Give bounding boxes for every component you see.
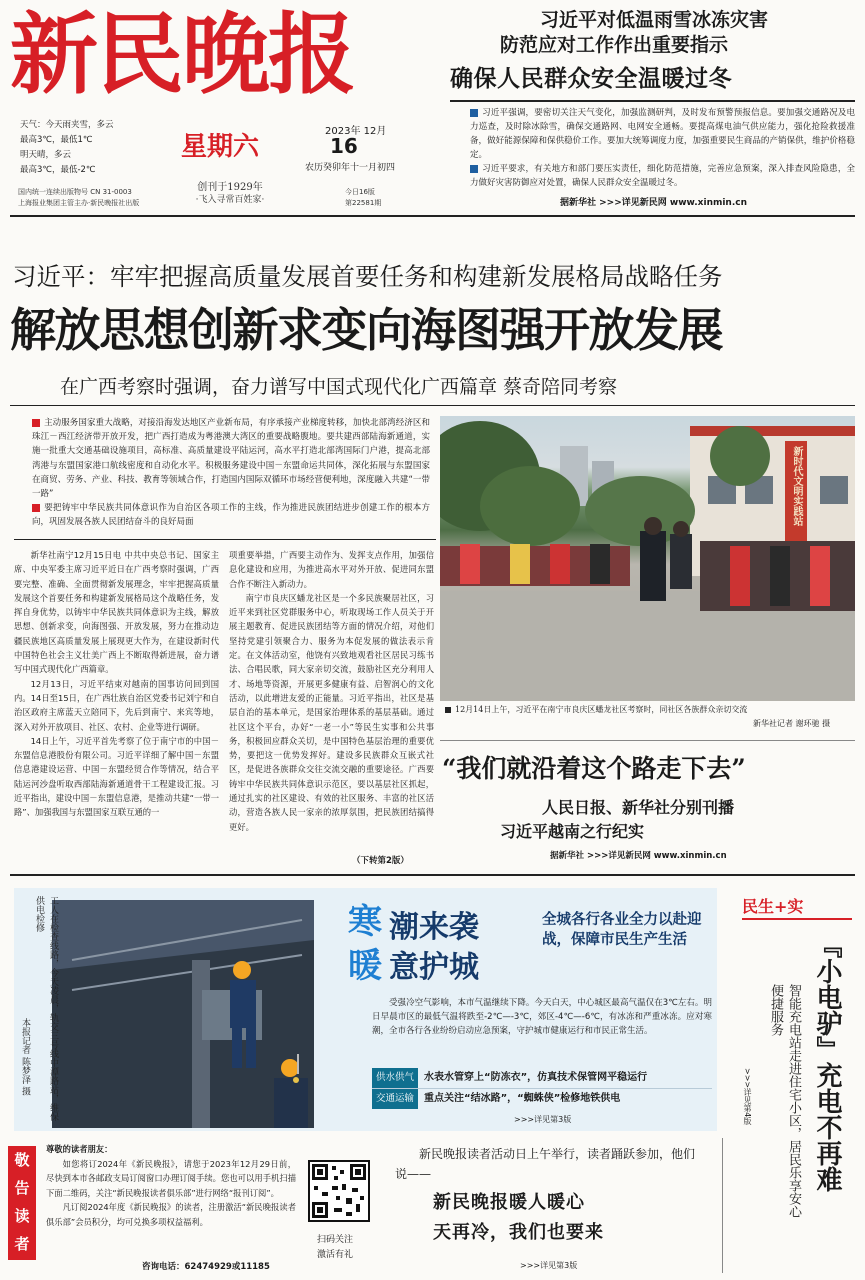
lead-summary	[32, 416, 430, 530]
cold-head2: 意护城	[389, 950, 479, 985]
lead-col1	[14, 548, 219, 820]
lunar-date: 农历癸卯年十一月初四	[305, 163, 396, 173]
divider	[14, 539, 436, 540]
divider	[450, 100, 855, 102]
issue-number: 第22581期	[345, 199, 382, 207]
lead-paragraph: 南宁市良庆区蟠龙社区是一个多民族聚居社区，习近平来到社区党群服务中心，听取现场工作人员关于开展主题教育、促进民族团结等方面的情况介绍，对他们坚持党建引领聚合力、服务为本促发展的做法表示肯定。在文体活动室，他饶有兴致地观看社区居民习练书法、合唱民歌，同大家亲切交流，鼓励社区充分利用人才、场地等资源，开展更多健康有益、启智润心的文化活动，以此增进友爱的正能量。习近平指出，社区是基层自治的基本单元，是国家治理体系的基层基础。通过社区这个平台，办好“一老一小”等民生实事和公共事务，积极回应群众关切，是中国特色基层治理的重要优势，要把这一优势发挥好。建设多民族群众互嵌式社区，是促进各族群众交往交流交融的重要途径。广西要铸牢中华民族共同体意识示范区，要以基层社区抓起，通过扎实的社区建设、有效的社区服务、丰富的社区活动，营造各族人民一家亲的浓厚氛围，把民族团结搞得更好。	[229, 592, 434, 832]
activity-head2: 天再冷，我们也要来	[433, 1222, 604, 1243]
bullet-square-icon	[32, 419, 40, 427]
bullet-square-icon	[470, 165, 478, 173]
notice-tag-char: 告	[14, 1179, 30, 1197]
top-story-head3: 确保人民群众安全温暖过冬	[450, 66, 732, 92]
top-story-head2: 防范应对工作作出重要指示	[500, 34, 729, 56]
page-count: 今日16版	[345, 188, 375, 196]
weather-line: 明天晴，多云	[20, 150, 72, 160]
reg-line: 国内统一连续出版物号 CN 31-0003	[18, 188, 132, 196]
cold-item[interactable]	[372, 1089, 712, 1109]
cold-box	[14, 888, 717, 1131]
activity-intro: 新民晚报读者活动日上午举行，读者踊跃参加，他们说——	[395, 1147, 696, 1181]
lead-paragraph: 新华社南宁12月15日电 中共中央总书记、国家主席、中央军委主席习近平近日在广西考察时强调，广西要完整、准确、全面贯彻新发展理念，牢牢把握高质量发展这个首要任务和构建新发展格局这个战略任务，发挥自身优势，以铸牢中华民族共同体意识为主线，解放思想、创新求变，向海图强、开放发展，努力在推动边疆民族地区高质量发展上展现更大作为，在建设新时代中国特色社会主义壮美广西上不断取得新进展，奋力谱写中国式现代化广西篇章。	[14, 550, 219, 675]
cold-item-text: 重点关注“结冰路”，“蜘蛛侠”检修地铁供电	[424, 1093, 621, 1104]
reg-info	[18, 187, 139, 209]
vietnam-sub2: 习近平越南之行纪实	[500, 822, 645, 841]
bullet-square-icon	[470, 109, 478, 117]
qr-code[interactable]	[308, 1160, 370, 1222]
notice-p2: 凡订阅2024年度《新民晚报》的读者，注册激活“新民晚报读者俱乐部”会员积分，均可兑换多项权益福利。	[46, 1202, 296, 1227]
cold-photo-credit: 本报记者 陈梦泽 摄	[20, 1018, 30, 1096]
lead-photo	[440, 416, 855, 701]
activity-head1: 新民晚报暖人暖心	[433, 1192, 585, 1213]
lead-kicker: 习近平：牢牢把握高质量发展首要任务和构建新发展格局战略任务	[12, 262, 723, 291]
cold-item[interactable]	[372, 1068, 712, 1089]
issue-info	[345, 187, 381, 209]
vietnam-box	[440, 740, 855, 865]
lead-paragraph: 项重要举措，广西要主动作为、发挥支点作用，加强信息化建设和应用，为推进高水平对外开放、促进同东盟合作不断注入新动力。	[229, 550, 434, 589]
cold-body: 受强冷空气影响，本市气温继续下降。今天白天，中心城区最高气温仅在3℃左右。明日早晨市区的最低气温将跌至-2℃—-3℃，郊区-4℃—-6℃，有冰冻和严重冰冻。应对寒潮，全市各行各业纷纷启动应急预案，守护城市健康运行和市民正常生活。	[372, 998, 712, 1036]
minsheng-logo: 民生+实	[742, 894, 852, 920]
date-day: 16	[330, 134, 358, 158]
cold-item-tag: 交通运输	[372, 1089, 418, 1109]
photo-credit: 新华社记者 谢环驰 摄	[753, 719, 831, 728]
notice-body	[46, 1142, 296, 1229]
weather-box	[20, 118, 160, 178]
qr-code-icon	[310, 1162, 368, 1220]
lead-paragraph: 12月13日，习近平结束对越南的国事访问回到国内。14日至15日，在广西壮族自治区党委书记刘宁和自治区政府主席蓝天立陪同下，先后到南宁、来宾等地，深入对外开放项目、社区、农村、企业等进行调研。	[14, 678, 219, 732]
slogan: ·飞入寻常百姓家·	[195, 195, 265, 205]
weather-line: 最高3℃，最低1℃	[20, 135, 93, 145]
photo-caption: 12月14日上午，习近平在南宁市良庆区蟠龙社区考察时，同社区各族群众亲切交流	[445, 704, 747, 715]
bullet-square-icon	[445, 707, 451, 713]
summary-p1: 主动服务国家重大战略，对接沿海发达地区产业新布局，有序承接产业梯度转移，加快北部湾经济区和珠江－西江经济带开放开发，把广西打造成为粤港澳大湾区的重要战略腹地。要共建西部陆海新通道，实施一批重大交通基础设施项目，高标准、高质量建设平陆运河，高水平打造北部湾国际门户港，提高北部湾港与东盟国家港口航线密度和自动化水平。积极服务建设中国－东盟命运共同体，深化拓展与东盟国家在商贸、劳务、产业、科技、教育等领域合作，打造国内国际双循环市场经营便利地，深度融入共建“一带一路”	[32, 418, 430, 500]
weather-line: 天气：今天雨夹雪，多云	[20, 120, 114, 130]
notice-tag-char: 者	[14, 1235, 30, 1253]
founded: 创刊于1929年	[197, 182, 263, 193]
qr-label2: 激活有礼	[317, 1250, 354, 1260]
divider	[10, 405, 855, 406]
minsheng-box	[730, 888, 855, 1258]
notice-title: 尊敬的读者朋友：	[46, 1144, 113, 1154]
top-story-source[interactable]: 据新华社 >>>详见新民网 www.xinmin.cn	[560, 198, 748, 208]
top-story-body	[470, 106, 855, 190]
cold-item-tag: 供水供气	[372, 1068, 418, 1088]
notice-p1: 如您将订2024年《新民晚报》，请您于2023年12月29日前，尽快到本市各邮政支局订阅窗口办理订阅手续。您也可以用手机扫描下面二维码，关注“新民晚报读者俱乐部”进行网络“报刊订阅”。	[46, 1158, 296, 1198]
vietnam-headline: “我们就沿着这个路走下去”	[442, 754, 746, 783]
vietnam-source[interactable]: 据新华社 >>>详见新民网 www.xinmin.cn	[550, 851, 727, 861]
top-story-head1: 习近平对低温雨雪冰冻灾害	[540, 9, 769, 31]
activity-more[interactable]: >>>详见第3版	[520, 1261, 578, 1270]
lead-col2	[229, 548, 434, 834]
cold-items	[372, 1068, 712, 1109]
photo-sign: 新时代文明实践站	[791, 446, 802, 526]
weather-line: 最高3℃，最低-2℃	[20, 165, 96, 175]
continued-note: （下转第2版）	[352, 856, 409, 866]
top-story-p2: 习近平要求，有关地方和部门要压实责任，细化防范措施，完善应急预案，深入排查风险隐患，全力做好灾害防御应对处置，确保人民群众安全温暖过冬。	[470, 164, 855, 188]
cold-head1: 潮来袭	[389, 910, 479, 945]
cold-photo-illustration	[52, 900, 314, 1128]
reg-line: 上海报业集团主管主办·新民晚报社出版	[18, 199, 140, 207]
minsheng-more[interactable]: >>>详见第4版	[743, 1068, 752, 1126]
bullet-square-icon	[32, 504, 40, 512]
minsheng-sub: 智能充电站走进住宅小区，居民乐享安心便捷服务	[768, 984, 801, 1218]
cold-big2: 暖	[348, 946, 382, 986]
divider	[10, 874, 855, 876]
vertical-divider	[722, 1138, 723, 1273]
notice-tag	[8, 1146, 36, 1260]
cold-photo-caption: 工人在检查线路，今天凌晨，轨交三号线中潭路站，维保供电检修	[34, 896, 58, 1121]
date-label: 2023年 12月	[325, 126, 387, 137]
qr-label1: 扫码关注	[317, 1235, 354, 1245]
masthead-title: 新民晚报	[10, 2, 355, 106]
cold-item-text: 水表水管穿上“防冻衣”，仿真技术保管网平稳运行	[424, 1072, 648, 1083]
notice-tag-char: 敬	[14, 1151, 30, 1169]
notice-tag-char: 读	[14, 1207, 30, 1225]
top-story-p1: 习近平强调，要密切关注天气变化，加强监测研判，及时发布预警预报信息。要加强交通路况及电力巡查，及时除冰除雪，确保交通路网、电网安全通畅。要提高煤电油气供应能力，强化抢险救援准备，做好能源保障和保供稳价工作。要加大统筹调度力度，加强重要民生商品的产销保供，维护价格稳定。	[470, 108, 855, 160]
lead-subhead: 在广西考察时强调，奋力谱写中国式现代化广西篇章 蔡奇陪同考察	[60, 376, 618, 398]
lead-paragraph: 14日上午，习近平首先考察了位于南宁市的中国－东盟信息港股份有限公司。习近平详细了解中国－东盟信息港建设运营、中国－东盟经贸合作等情况，结合平陆运河沙盘听取西部陆海新通道骨干工程建设汇报。习近平指出，建设中国－东盟信息港，是推动共建“一带一路”、加强我国与东盟国家互联互通的一	[14, 735, 219, 818]
cold-photo	[52, 900, 314, 1128]
cold-side: 全城各行各业全力以赴迎战，保障市民生产生活	[542, 912, 702, 948]
summary-p2: 要把铸牢中华民族共同体意识作为自治区各项工作的主线，作为推进民族团结进步创建工作的根本方向，巩固发展各族人民团结奋斗的良好局面	[32, 503, 430, 528]
cold-more[interactable]: >>>详见第3版	[514, 1115, 572, 1124]
weekday: 星期六	[180, 132, 259, 162]
vietnam-sub1: 人民日报、新华社分别刊播	[542, 798, 735, 817]
masthead-rule	[10, 215, 855, 217]
minsheng-headline: 『小电驴』充电不再难	[812, 932, 842, 1192]
cold-big1: 寒	[348, 902, 382, 942]
notice-phone: 咨询电话：62474929或11185	[142, 1262, 270, 1272]
lead-headline: 解放思想创新求变向海图强开放发展	[10, 303, 722, 357]
